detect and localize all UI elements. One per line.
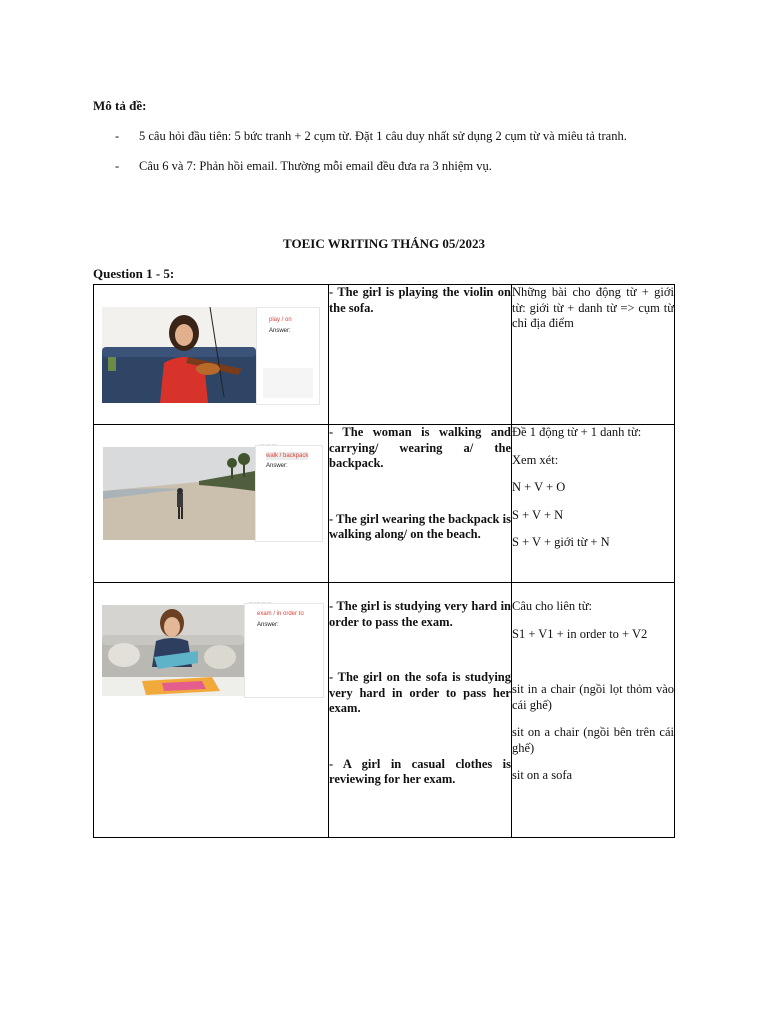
bullet-text: 5 câu hỏi đầu tiên: 5 bức tranh + 2 cụm từ. Đặt 1 câu duy nhất sử dụng 2 cụm từ và miêu tả tranh. (139, 129, 627, 143)
prompt-image-cell (94, 425, 329, 583)
prompt-keywords: play / on (269, 317, 292, 323)
note-text: sit on a sofa (512, 768, 573, 782)
answer-text: - The woman is walking and carrying/ wearing a/ the backpack. (329, 425, 511, 470)
note-text: Những bài cho động từ + giới từ: giới từ + danh từ => cụm từ chỉ địa điểm (512, 285, 674, 330)
note-text: N + V + O (512, 480, 566, 494)
description-bullets (93, 128, 675, 188)
prompt-card (255, 442, 323, 542)
prompt-image-cell (94, 583, 329, 838)
note-text: sit on a chair (ngồi bên trên cái ghế) (512, 725, 674, 755)
prompt-card (256, 307, 320, 405)
prompt-answer-label: Answer: (266, 463, 288, 469)
prompt-keywords: exam / in order to (257, 611, 304, 617)
table-row (94, 285, 675, 425)
table-row (94, 583, 675, 838)
notes-cell (512, 583, 675, 838)
prompt-image-cell (94, 285, 329, 425)
note-text: S + V + N (512, 507, 564, 522)
answer-text: - The girl is playing the violin on the sofa. (329, 285, 511, 315)
card-toolbar-icon: ⋯⋯⋯⋯ (249, 600, 273, 606)
bullet-marker: - (115, 129, 120, 143)
bullet-item (93, 158, 675, 175)
bullet-item (93, 128, 675, 145)
bullet-text: Câu 6 và 7: Phản hồi email. Thường mỗi email đều đưa ra 3 nhiệm vụ. (139, 159, 492, 173)
note-text: Câu cho liên từ: (512, 599, 593, 613)
card-toolbar-icon: ⋯⋯⋯ (260, 442, 278, 448)
prompt-answer-label: Answer: (269, 328, 291, 334)
studying-girl-photo (102, 605, 244, 696)
violin-girl-photo (102, 307, 256, 403)
note-text: sit in a chair (ngồi lọt thỏm vào cái ghế) (512, 682, 674, 712)
answer-text: - A girl in casual clothes is reviewing for her exam. (329, 756, 511, 786)
answer-text: - The girl on the sofa is studying very hard in order to pass her exam. (329, 670, 511, 715)
description-title: Mô tả đề: (93, 98, 147, 113)
prompt-answer-label: Answer: (257, 622, 279, 628)
document-title: TOEIC WRITING THÁNG 05/2023 (283, 236, 485, 251)
notes-cell (512, 425, 675, 583)
questions-table (93, 284, 675, 838)
answer-text: - The girl is studying very hard in order to pass the exam. (329, 599, 511, 629)
prompt-keywords: walk / backpack (266, 453, 309, 459)
answer-cell (329, 583, 512, 838)
note-text: Xem xét: (512, 452, 559, 467)
answer-cell (329, 285, 512, 425)
prompt-card-panel (263, 368, 313, 398)
beach-walk-photo (103, 447, 255, 540)
note-text: S + V + giới từ + N (512, 535, 610, 549)
answer-cell (329, 425, 512, 583)
answer-text: - The girl wearing the backpack is walking along/ on the beach. (329, 511, 511, 541)
prompt-card (244, 600, 324, 698)
notes-cell (512, 285, 675, 425)
table-row (94, 425, 675, 583)
question-label: Question 1 - 5: (93, 266, 175, 281)
bullet-marker: - (115, 159, 120, 173)
note-text: S1 + V1 + in order to + V2 (512, 626, 648, 641)
note-text: Đề 1 động từ + 1 danh từ: (512, 425, 642, 439)
